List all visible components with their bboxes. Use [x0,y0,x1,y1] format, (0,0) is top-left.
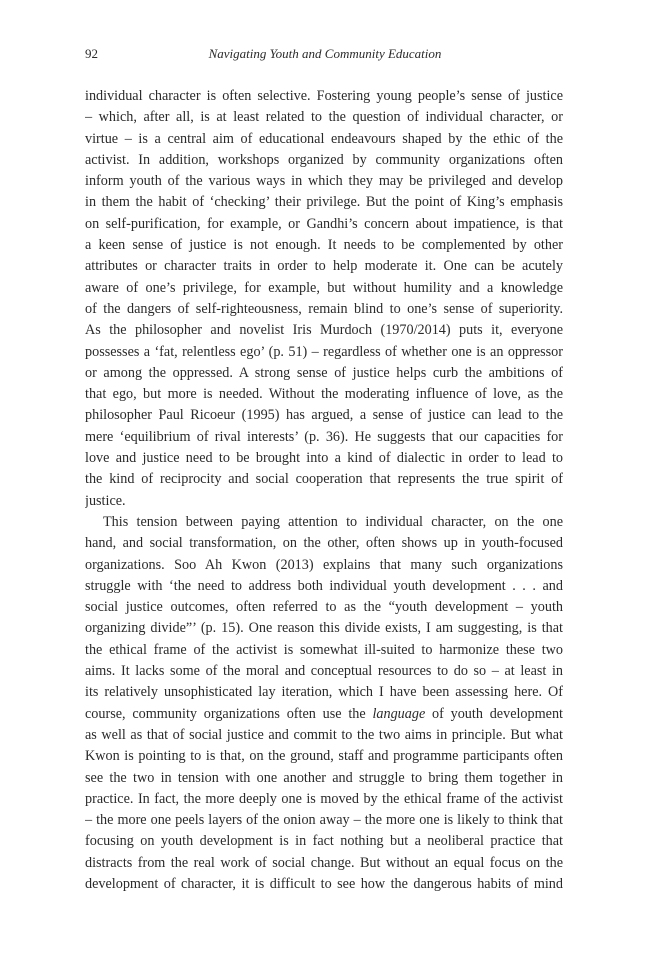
text-line: hand, and social transformation, on the other, often shows up in youth-focused [85,535,563,552]
text-line: the ethical frame of the activist is somewhat ill-suited to harmonize these two [85,641,563,658]
running-head-title: Navigating Youth and Community Education [208,46,442,61]
text-line: Kwon is pointing to is that, on the ground, staff and programme participants often [85,748,563,765]
paragraph-1 [85,86,563,512]
emphasis-language: language [372,705,426,722]
text-line: mere ‘equilibrium of rival interests’ (p. 36). He suggests that our capacities for [85,428,563,445]
text-line: inform youth of the various ways in which they may be privileged and develop [85,173,563,190]
running-head [85,44,565,64]
text-line: aims. It lacks some of the moral and conceptual resources to do so – at least in [85,663,563,680]
text-line: practice. In fact, the more deeply one is moved by the ethical frame of the activist [85,790,563,807]
text-line: development of character, it is difficult to see how the dangerous habits of mind [85,875,563,892]
paragraph-2 [85,512,563,895]
text-line: social justice outcomes, often referred to as the “youth development – youth [85,599,563,616]
text-line: in them the habit of ‘checking’ their privilege. But the point of King’s emphasis [85,194,563,211]
body-text [85,86,563,895]
text-line: virtue – is a central aim of educational endeavours shaped by the ethic of the [85,130,563,147]
text-line: possesses a ‘fat, relentless ego’ (p. 51) – regardless of whether one is an oppressor [85,343,563,360]
text-line: the kind of reciprocity and social cooperation that represents the true spirit of [85,471,563,488]
text-line: – which, after all, is at least related to the question of individual character, or [85,109,563,126]
text-line: individual character is often selective. Fostering young people’s sense of justice [85,88,563,104]
text-line: This tension between paying attention to individual character, on the one [103,513,563,530]
text-line: distracts from the real work of social change. But without an equal focus on the [85,854,563,871]
text-line: attributes or character traits in order to help moderate it. One can be acutely [85,258,563,275]
page-number: 92 [85,46,98,61]
text-line: As the philosopher and novelist Iris Murdoch (1970/2014) puts it, everyone [85,322,563,339]
text-line: philosopher Paul Ricoeur (1995) has argued, a sense of justice can lead to the [85,407,563,424]
text-line: its relatively unsophisticated lay iteration, which I have been assessing here. Of [85,684,563,701]
text-line: on self-purification, for example, or Gandhi’s concern about impatience, is that [85,215,563,232]
text-line: love and justice need to be brought into a kind of dialectic in order to lead to [85,450,563,467]
text-line: justice. [85,492,126,509]
text-line: aware of one’s privilege, for example, but without humility and a knowledge [85,279,563,296]
text-line: as well as that of social justice and commit to the two aims in principle. But what [85,726,563,743]
text-line: focusing on youth development is in fact nothing but a neoliberal practice that [85,833,563,850]
text-line: organizing divide”’ (p. 15). One reason this divide exists, I am suggesting, is that [85,620,563,637]
text-line: that ego, but more is needed. Without the moderating influence of love, as the [85,386,563,403]
text-line: a keen sense of justice is not enough. It needs to be complemented by other [85,237,563,254]
text-line: activist. In addition, workshops organized by community organizations often [85,151,563,168]
text-line: organizations. Soo Ah Kwon (2013) explains that many such organizations [85,556,563,573]
text-line: struggle with ‘the need to address both individual youth development . . . and [85,577,563,594]
text-line: or among the oppressed. A strong sense of justice helps curb the ambitions of [85,364,563,381]
text-line: see the two in tension with one another and struggle to bring them together in [85,769,563,786]
text-line: – the more one peels layers of the onion away – the more one is likely to think that [85,812,563,829]
text-line: of the dangers of self-righteousness, remain blind to one’s sense of superiority. [85,300,563,317]
text-line: course, community organizations often use the language of youth development [85,705,563,722]
